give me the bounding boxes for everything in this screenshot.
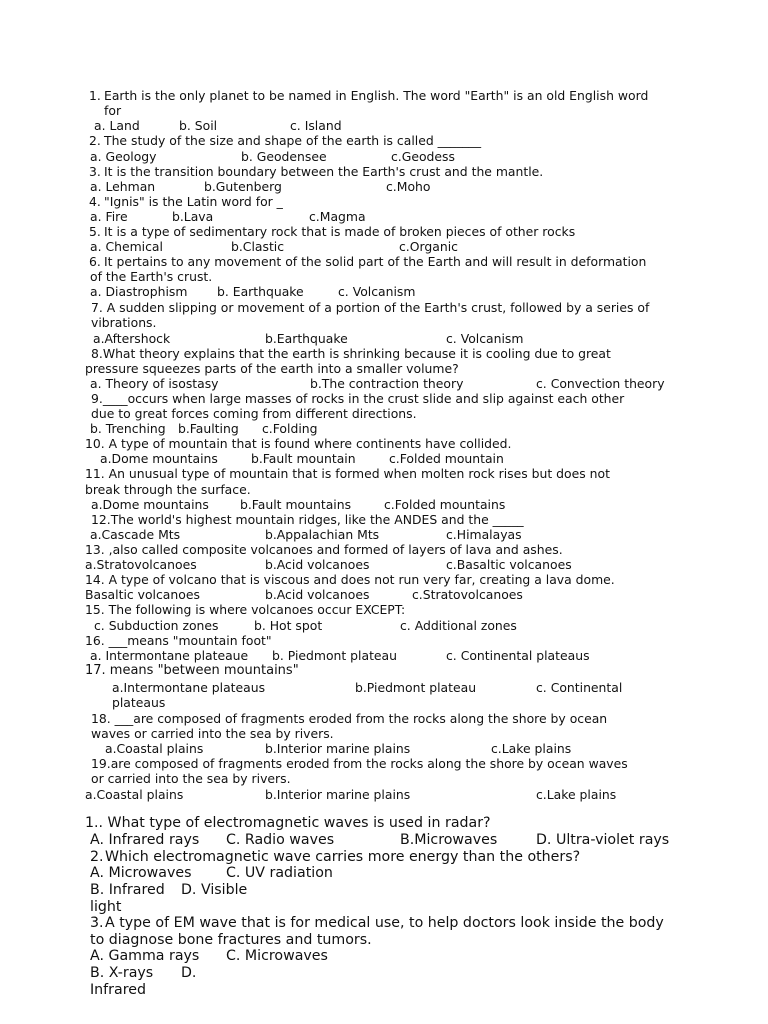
q1-option-c: c. Island	[290, 118, 342, 133]
q18-option-c: c.Lake plains	[491, 741, 572, 756]
q7-stem-cont: vibrations.	[91, 315, 157, 330]
q8-stem: 8.What theory explains that the earth is shrinking because it is cooling due to great	[91, 346, 611, 361]
q14-option-c: c.Stratovolcanoes	[412, 587, 523, 602]
q18-stem-cont: waves or carried into the sea by rivers.	[91, 726, 334, 741]
q7-option-c: c. Volcanism	[446, 331, 524, 346]
q8-option-b: b.The contraction theory	[310, 376, 464, 391]
q3-stem: It is the transition boundary between the Earth's crust and the mantle.	[104, 164, 544, 179]
q17-option-a: a.Intermontane plateaus	[112, 680, 266, 695]
q12-option-a: a.Cascade Mts	[90, 527, 181, 542]
q17-option-c: c. Continental	[536, 680, 623, 695]
q10-stem: 10. A type of mountain that is found where continents have collided.	[85, 436, 512, 451]
q16-option-b: b. Piedmont plateau	[272, 648, 398, 663]
em-q2-option-c: C. UV radiation	[226, 865, 333, 881]
q12-stem: 12.The world's highest mountain ridges, like the ANDES and the _____	[91, 512, 524, 527]
q6-stem-cont: of the Earth's crust.	[90, 269, 213, 284]
em-q2-option-b: B. Infrared	[90, 882, 165, 898]
q13-option-c: c.Basaltic volcanoes	[446, 557, 572, 572]
q19-option-b: b.Interior marine plains	[265, 787, 411, 802]
q18-option-b: b.Interior marine plains	[265, 741, 411, 756]
em-q3-option-c: C. Microwaves	[226, 948, 328, 964]
q13-option-a: a.Stratovolcanoes	[85, 557, 197, 572]
q4-option-c: c.Magma	[309, 209, 366, 224]
q15-option-a: c. Subduction zones	[94, 618, 219, 633]
em-q2-stem: Which electromagnetic wave carries more energy than the others?	[105, 849, 581, 865]
em-q3-stem: A type of EM wave that is for medical use, to help doctors look inside the body	[105, 915, 664, 931]
q9-option-b: b.Faulting	[178, 421, 239, 436]
q14-option-b: b.Acid volcanoes	[265, 587, 370, 602]
q2-option-c: c.Geodess	[391, 149, 455, 164]
q11-option-c: c.Folded mountains	[384, 497, 506, 512]
q7-option-a: a.Aftershock	[93, 331, 171, 346]
q3-option-b: b.Gutenberg	[204, 179, 282, 194]
q3-option-c: c.Moho	[386, 179, 431, 194]
q14-option-a: Basaltic volcanoes	[85, 587, 200, 602]
q5-option-c: c.Organic	[399, 239, 458, 254]
em-q3-option-b: B. X-rays	[90, 965, 154, 981]
q12-option-c: c.Himalayas	[446, 527, 522, 542]
q10-option-b: b.Fault mountain	[251, 451, 356, 466]
q11-option-b: b.Fault mountains	[240, 497, 352, 512]
q10-option-c: c.Folded mountain	[389, 451, 504, 466]
q18-option-a: a.Coastal plains	[105, 741, 204, 756]
q5-option-b: b.Clastic	[231, 239, 285, 254]
q15-option-b: b. Hot spot	[254, 618, 323, 633]
q19-option-a: a.Coastal plains	[85, 787, 184, 802]
q4-option-a: a. Fire	[90, 209, 128, 224]
em-q2-option-d: D. Visible	[181, 882, 248, 898]
q5-number: 5.	[89, 224, 101, 239]
q11-stem-cont: break through the surface.	[85, 482, 251, 497]
em-q3-stem-cont: to diagnose bone fractures and tumors.	[90, 932, 372, 948]
q15-option-c: c. Additional zones	[400, 618, 517, 633]
em-q1-option-a: A. Infrared rays	[90, 832, 200, 848]
q6-option-c: c. Volcanism	[338, 284, 416, 299]
q8-option-a: a. Theory of isostasy	[90, 376, 219, 391]
q5-option-a: a. Chemical	[90, 239, 163, 254]
q4-option-b: b.Lava	[172, 209, 214, 224]
q19-stem: 19.are composed of fragments eroded from the rocks along the shore by ocean waves	[91, 756, 628, 771]
q7-stem: 7. A sudden slipping or movement of a portion of the Earth's crust, followed by a series of	[91, 300, 650, 315]
q8-option-c: c. Convection theory	[536, 376, 665, 391]
q11-option-a: a.Dome mountains	[91, 497, 209, 512]
q14-stem: 14. A type of volcano that is viscous and does not run very far, creating a lava dome.	[85, 572, 615, 587]
q6-stem: It pertains to any movement of the solid part of the Earth and will result in deformation	[104, 254, 647, 269]
q12-option-b: b.Appalachian Mts	[265, 527, 380, 542]
q3-option-a: a. Lehman	[90, 179, 156, 194]
em-q2-option-a: A. Microwaves	[90, 865, 192, 881]
q18-stem: 18. ___are composed of fragments eroded from the rocks along the shore by ocean	[91, 711, 608, 726]
q10-option-a: a.Dome mountains	[100, 451, 218, 466]
q3-number: 3.	[89, 164, 101, 179]
q1-option-a: a. Land	[94, 118, 140, 133]
q16-option-c: c. Continental plateaus	[446, 648, 590, 663]
q1-stem-cont: for	[104, 103, 122, 118]
q11-stem: 11. An unusual type of mountain that is formed when molten rock rises but does not	[85, 466, 610, 481]
q7-option-b: b.Earthquake	[265, 331, 348, 346]
em-q1-option-c: C. Radio waves	[226, 832, 335, 848]
q2-number: 2.	[89, 133, 101, 148]
q13-stem: 13. ,also called composite volcanoes and formed of layers of lava and ashes.	[85, 542, 563, 557]
q19-stem-cont: or carried into the sea by rivers.	[91, 771, 291, 786]
q16-option-a: a. Intermontane plateaue	[90, 648, 249, 663]
q2-stem: The study of the size and shape of the earth is called _______	[104, 133, 482, 148]
q9-option-a: b. Trenching	[90, 421, 166, 436]
q19-option-c: c.Lake plains	[536, 787, 617, 802]
q1-option-b: b. Soil	[179, 118, 218, 133]
em-q3-option-a: A. Gamma rays	[90, 948, 200, 964]
em-q2-option-d-cont: light	[90, 899, 122, 915]
q4-stem: "Ignis" is the Latin word for _	[104, 194, 283, 209]
q13-option-b: b.Acid volcanoes	[265, 557, 370, 572]
q6-number: 6.	[89, 254, 101, 269]
q17-stem: 17. means "between mountains"	[85, 663, 299, 678]
q17-option-b: b.Piedmont plateau	[355, 680, 477, 695]
q16-stem: 16. ___means "mountain foot"	[85, 633, 272, 648]
em-q3-option-d-cont: Infrared	[90, 982, 146, 998]
q9-stem-cont: due to great forces coming from different directions.	[91, 406, 417, 421]
em-q1-stem: 1.. What type of electromagnetic waves is used in radar?	[85, 815, 491, 831]
q17-option-c-cont: plateaus	[112, 695, 166, 710]
em-q1-option-b: B.Microwaves	[400, 832, 498, 848]
q4-number: 4.	[89, 194, 101, 209]
q2-option-a: a. Geology	[90, 149, 157, 164]
q15-stem: 15. The following is where volcanoes occur EXCEPT:	[85, 602, 406, 617]
q5-stem: It is a type of sedimentary rock that is made of broken pieces of other rocks	[104, 224, 576, 239]
q9-option-c: c.Folding	[262, 421, 318, 436]
q1-stem: Earth is the only planet to be named in English. The word "Earth" is an old English word	[104, 88, 649, 103]
q9-stem: 9.____occurs when large masses of rocks in the crust slide and slip against each other	[91, 391, 625, 406]
q6-option-a: a. Diastrophism	[90, 284, 188, 299]
q8-stem-cont: pressure squeezes parts of the earth into a smaller volume?	[85, 361, 459, 376]
em-q3-option-d: D.	[181, 965, 197, 981]
em-q1-option-d: D. Ultra-violet rays	[536, 832, 670, 848]
q1-number: 1.	[89, 88, 101, 103]
em-q3-number: 3.	[90, 915, 104, 931]
q2-option-b: b. Geodensee	[241, 149, 327, 164]
q6-option-b: b. Earthquake	[217, 284, 304, 299]
em-q2-number: 2.	[90, 849, 104, 865]
